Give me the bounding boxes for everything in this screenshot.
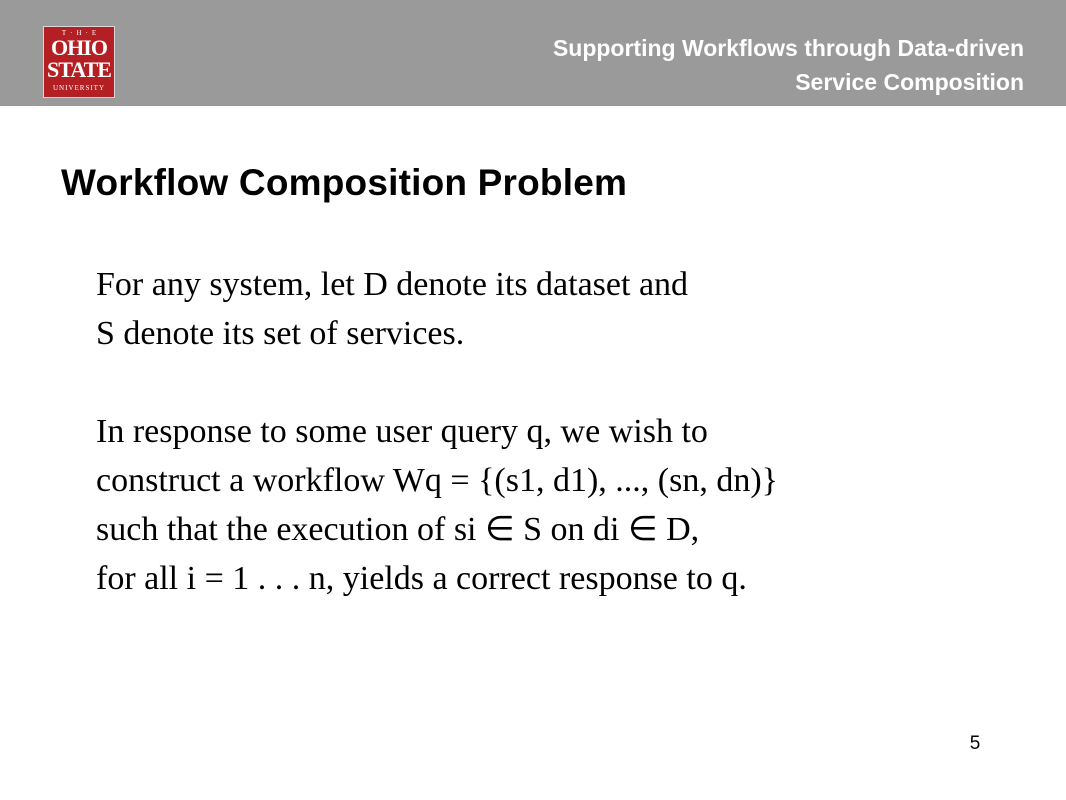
logo-state-text: STATE bbox=[47, 57, 111, 82]
body-line: for all i = 1 . . . n, yields a correct response to q. bbox=[96, 560, 747, 597]
body-line: such that the execution of si ∈ S on di ∈ D, bbox=[96, 511, 700, 548]
slide-body bbox=[96, 260, 1016, 603]
presentation-title bbox=[384, 31, 1024, 99]
body-line: S denote its set of services. bbox=[96, 315, 465, 352]
logo-the-text: T·H·E bbox=[61, 29, 101, 37]
ohio-state-logo bbox=[43, 26, 115, 98]
slide-title: Workflow Composition Problem bbox=[61, 162, 628, 203]
page-number: 5 bbox=[969, 733, 981, 754]
paragraph-definition bbox=[96, 260, 1016, 358]
logo-university-text: UNIVERSITY bbox=[53, 84, 105, 92]
presentation-title-line-2: Service Composition bbox=[795, 69, 1024, 95]
body-line: In response to some user query q, we wish to bbox=[96, 413, 708, 450]
body-line: For any system, let D denote its dataset and bbox=[96, 266, 689, 303]
presentation-title-line-1: Supporting Workflows through Data-driven bbox=[552, 35, 1024, 61]
body-line: construct a workflow Wq = {(s1, d1), ..., (sn, dn)} bbox=[96, 462, 778, 499]
logo-ohio-text: OHIO bbox=[51, 35, 107, 60]
paragraph-problem-statement bbox=[96, 407, 1016, 603]
